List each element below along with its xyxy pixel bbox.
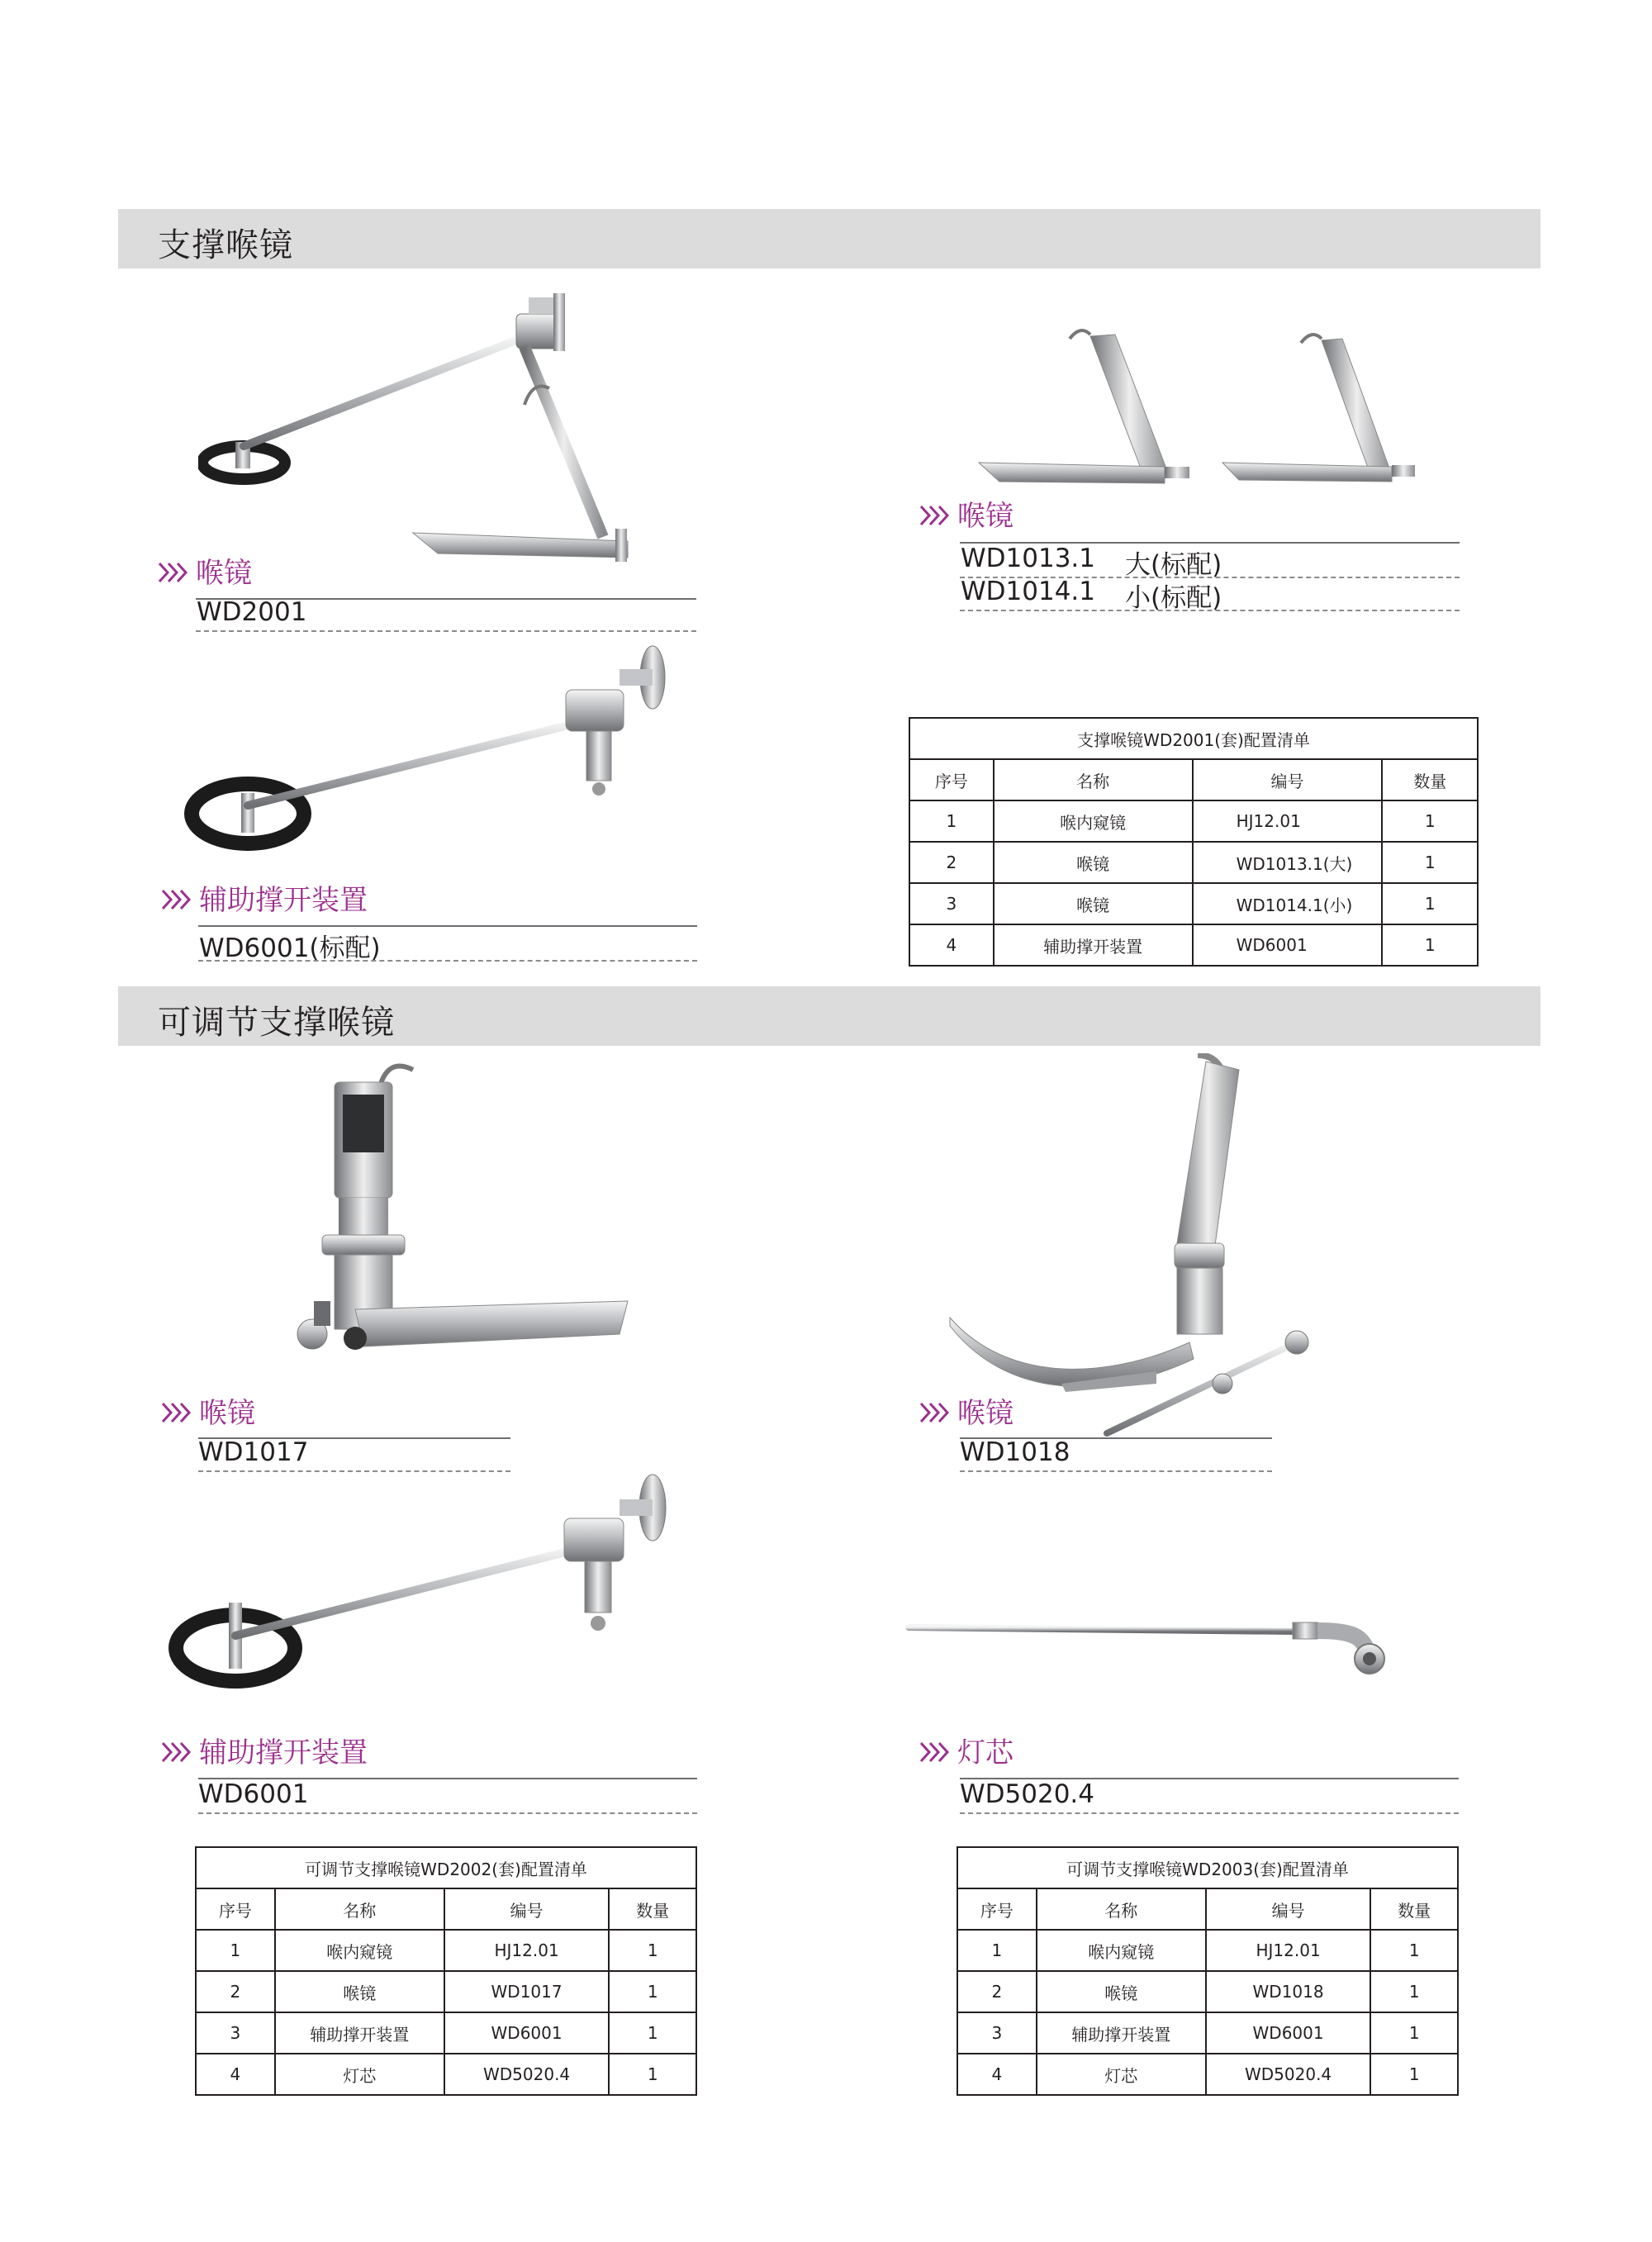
double-chevron-icon (159, 1400, 192, 1425)
table-cell: 1 (1370, 2054, 1458, 2095)
section-title: 可调节支撑喉镜 (158, 1004, 395, 1042)
table-cell: WD1013.1(大) (1193, 842, 1383, 883)
support-device-wd6001-image (182, 640, 677, 863)
table-cell: 喉镜 (1037, 1971, 1206, 2012)
table-cell: 1 (609, 1971, 696, 2012)
table-cell: 4 (196, 2054, 275, 2095)
table-caption: 可调节支撑喉镜WD2003(套)配置清单 (957, 1847, 1458, 1888)
section-header-support-laryngoscope (118, 209, 1540, 268)
table-row (196, 1971, 696, 2012)
table-header: 编号 (1206, 1888, 1371, 1930)
table-cell: 喉镜 (994, 883, 1193, 924)
product-code: WD1018 (960, 1437, 1070, 1467)
table-cell: 4 (909, 924, 994, 966)
table-row (909, 800, 1478, 842)
table-cell: HJ12.01 (1193, 800, 1383, 842)
table-cell: WD6001 (1193, 924, 1383, 966)
table-cell: 辅助撑开装置 (1037, 2012, 1206, 2054)
table-header: 名称 (275, 1888, 444, 1930)
product-name: 喉镜 (918, 493, 1014, 534)
product-code: WD1017 (198, 1437, 309, 1467)
table-row (909, 924, 1478, 966)
table-cell: 1 (609, 2054, 696, 2095)
table-row (909, 842, 1478, 883)
laryngoscope-wd1017-image (273, 1062, 653, 1367)
table-cell: HJ12.01 (444, 1930, 610, 1971)
table-header: 编号 (444, 1888, 610, 1930)
product-name: 喉镜 (918, 1390, 1014, 1431)
table-cell: 1 (196, 1930, 275, 1971)
double-chevron-icon (918, 1400, 951, 1425)
divider (198, 1812, 697, 1814)
table-header: 序号 (957, 1888, 1037, 1930)
table-row (196, 2012, 696, 2054)
light-core-wd5020-image (904, 1594, 1400, 1685)
laryngoscope-wd2001-image (198, 281, 661, 570)
table-header-row (196, 1888, 696, 1930)
table-cell: 喉镜 (994, 842, 1193, 883)
table-cell: 喉内窥镜 (1037, 1930, 1206, 1971)
table-cell: WD1017 (444, 1971, 610, 2012)
double-chevron-icon (918, 503, 951, 528)
table-row (909, 883, 1478, 924)
table-cell: 喉镜 (275, 1971, 444, 2012)
product-size: 大(标配) (1125, 550, 1222, 580)
table-cell: 4 (957, 2054, 1037, 2095)
table-cell: WD1014.1(小) (1193, 883, 1383, 924)
table-header-row (957, 1888, 1458, 1930)
table-row (196, 2054, 696, 2095)
product-code: WD5020.4 (960, 1779, 1094, 1809)
table-row (957, 1971, 1458, 2012)
double-chevron-icon (918, 1740, 951, 1765)
table-row (957, 1930, 1458, 1971)
table-cell: 3 (957, 2012, 1037, 2054)
double-chevron-icon (156, 560, 189, 585)
table-cell: WD5020.4 (444, 2054, 610, 2095)
product-name: 辅助撑开装置 (159, 877, 368, 918)
support-device-wd6001-image (165, 1470, 677, 1710)
table-header-row (909, 759, 1478, 800)
table-cell: 喉内窥镜 (275, 1930, 444, 1971)
config-table-wd2002 (195, 1846, 697, 2096)
table-cell: WD6001 (444, 2012, 610, 2054)
table-cell: 1 (1370, 2012, 1458, 2054)
table-header: 数量 (1382, 759, 1478, 800)
table-cell: 1 (609, 1930, 696, 1971)
divider (198, 960, 697, 962)
table-cell: 1 (609, 2012, 696, 2054)
table-header: 名称 (1037, 1888, 1206, 1930)
table-header: 数量 (609, 1888, 696, 1930)
product-name: 灯芯 (918, 1730, 1014, 1770)
table-cell: 1 (1382, 800, 1478, 842)
table-cell: 1 (909, 800, 994, 842)
divider (196, 630, 696, 632)
table-header: 序号 (909, 759, 994, 800)
table-row (196, 1930, 696, 1971)
product-code: WD6001(标配) (199, 933, 381, 963)
table-cell: 2 (909, 842, 994, 883)
table-cell: 1 (1382, 924, 1478, 966)
table-cell: WD6001 (1206, 2012, 1371, 2054)
product-code: WD6001 (198, 1779, 309, 1809)
table-cell: 3 (909, 883, 994, 924)
table-cell: 2 (196, 1971, 275, 2012)
laryngoscope-blades-image (975, 326, 1437, 492)
table-header: 数量 (1370, 1888, 1458, 1930)
table-cell: 1 (957, 1930, 1037, 1971)
table-caption: 可调节支撑喉镜WD2002(套)配置清单 (196, 1847, 696, 1888)
config-table-wd2003 (957, 1846, 1459, 2096)
table-row (957, 2012, 1458, 2054)
table-cell: 1 (1370, 1930, 1458, 1971)
product-name: 喉镜 (156, 550, 252, 591)
table-cell: 喉内窥镜 (994, 800, 1193, 842)
table-cell: 1 (1382, 883, 1478, 924)
product-size: 小(标配) (1125, 583, 1222, 613)
table-cell: 2 (957, 1971, 1037, 2012)
table-cell: 辅助撑开装置 (275, 2012, 444, 2054)
table-cell: WD5020.4 (1206, 2054, 1371, 2095)
divider (960, 1812, 1459, 1814)
product-code: WD2001 (197, 597, 307, 627)
table-cell: 灯芯 (275, 2054, 444, 2095)
double-chevron-icon (159, 1740, 192, 1765)
table-caption: 支撑喉镜WD2001(套)配置清单 (909, 718, 1478, 759)
table-cell: 灯芯 (1037, 2054, 1206, 2095)
product-code: WD1013.1 (961, 544, 1095, 573)
table-cell: 辅助撑开装置 (994, 924, 1193, 966)
table-cell: HJ12.01 (1206, 1930, 1371, 1971)
table-cell: WD1018 (1206, 1971, 1371, 2012)
table-cell: 1 (1370, 1971, 1458, 2012)
table-cell: 1 (1382, 842, 1478, 883)
table-header: 序号 (196, 1888, 275, 1930)
config-table-wd2001 (909, 717, 1479, 967)
section-title: 支撑喉镜 (158, 226, 293, 264)
section-header-adjustable-laryngoscope (118, 986, 1540, 1046)
table-row (957, 2054, 1458, 2095)
laryngoscope-wd1018-image (942, 1053, 1371, 1442)
divider (960, 610, 1460, 611)
product-name: 辅助撑开装置 (159, 1730, 368, 1770)
product-code: WD1014.1 (961, 577, 1095, 606)
table-header: 编号 (1193, 759, 1383, 800)
product-name: 喉镜 (159, 1390, 255, 1431)
table-header: 名称 (994, 759, 1193, 800)
divider (960, 1470, 1272, 1472)
table-cell: 3 (196, 2012, 275, 2054)
double-chevron-icon (159, 887, 192, 912)
